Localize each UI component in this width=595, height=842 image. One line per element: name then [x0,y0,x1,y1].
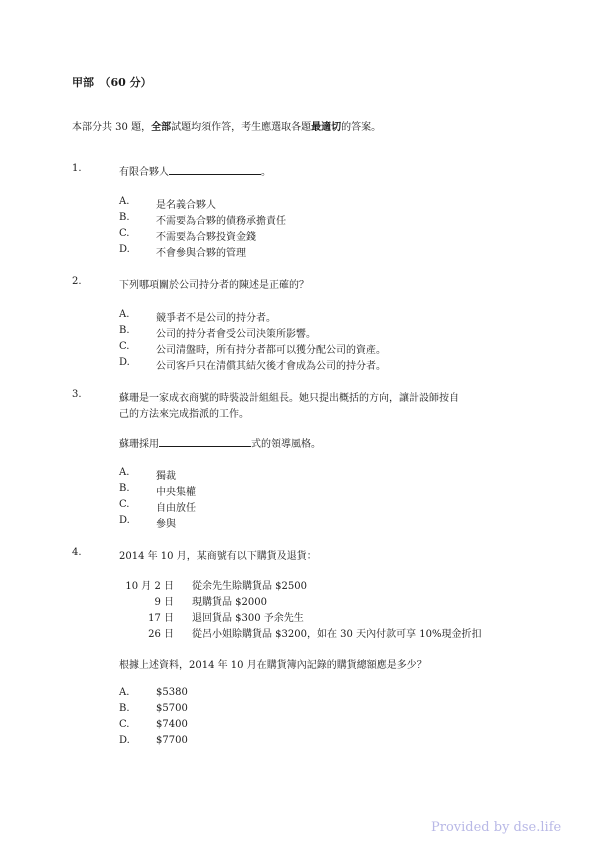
scenario-text: 蘇珊是一家成衣商號的時裝設計組組長。她只提出概括的方向，讓計設師按自 [119,393,459,404]
answer-blank [169,165,261,175]
option-text: 公司清盤時，所有持分者都可以獲分配公司的資產。 [156,345,386,356]
option-letter: D. [119,244,130,255]
option-text: 是名義合夥人 [156,200,216,211]
instructions-emphasis: 最適切 [311,122,342,133]
question-number: 2. [72,276,82,287]
instructions-text: 試題均須作答，考生應選取各題 [171,122,312,133]
option-text: 不會參與合夥的管理 [156,248,246,259]
transaction-description: 從余先生賒購貨品 $2500 [192,581,307,592]
question-text: 根據上述資料，2014 年 10 月在購貨簿內記錄的購貨總額應是多少？ [119,660,427,671]
option-letter: C. [119,228,130,239]
option-letter: A. [119,196,130,207]
stem-text: 蘇珊採用 [119,439,159,450]
option-text: 自由放任 [156,503,196,514]
question-stem [119,163,271,178]
option-letter: D. [119,735,130,746]
transaction-date: 10 月 2 日 [125,581,174,592]
option-letter: B. [119,325,130,336]
transaction-description: 退回貨品 $300 予余先生 [192,613,304,624]
option-letter: B. [119,703,130,714]
transaction-description: 從呂小姐賒購貨品 $3200，如在 30 天內付款可享 10%現金折扣 [192,629,482,640]
option-text: 參與 [156,519,176,530]
option-letter: D. [119,515,130,526]
option-letter: B. [119,212,130,223]
question-number: 3. [72,389,82,400]
transaction-date: 17 日 [148,613,174,624]
option-text: 公司客戶只在清償其結欠後才會成為公司的持分者。 [156,361,386,372]
option-text: 不需要為合夥投資金錢 [156,232,256,243]
stem-text: 有限合夥人 [119,167,169,178]
option-text: $5700 [156,703,188,714]
option-letter: C. [119,499,130,510]
transaction-description: 現購貨品 $2000 [192,597,267,608]
option-letter: A. [119,687,130,698]
option-text: $7400 [156,719,188,730]
option-letter: C. [119,719,130,730]
option-text: 競爭者不是公司的持分者。 [156,313,276,324]
answer-blank [159,437,251,447]
question-number: 4. [72,547,82,558]
scenario-text: 己的方法來完成指派的工作。 [119,409,249,420]
option-text: 獨裁 [156,471,176,482]
question-stem [119,435,321,450]
instructions [72,118,381,133]
transaction-date: 9 日 [154,597,174,608]
section-title: 甲部 （60 分） [72,76,152,89]
stem-text: 。 [261,167,271,178]
option-letter: A. [119,467,130,478]
option-text: $5380 [156,687,188,698]
question-number: 1. [72,163,82,174]
option-letter: A. [119,309,130,320]
question-stem: 下列哪項關於公司持分者的陳述是正確的？ [119,280,309,291]
option-text: 中央集權 [156,487,196,498]
watermark: Provided by dse.life [431,820,562,835]
option-letter: D. [119,357,130,368]
option-text: $7700 [156,735,188,746]
option-text: 不需要為合夥的債務承擔責任 [156,216,286,227]
instructions-text: 本部分共 30 題， [72,122,152,133]
stem-text: 式的領導風格。 [251,439,321,450]
question-stem: 2014 年 10 月，某商號有以下購貨及退貨： [119,551,317,562]
instructions-text: 的答案。 [341,122,382,133]
transaction-date: 26 日 [148,629,174,640]
option-letter: C. [119,341,130,352]
instructions-emphasis: 全部 [151,122,172,133]
option-text: 公司的持分者會受公司決策所影響。 [156,329,316,340]
option-letter: B. [119,483,130,494]
